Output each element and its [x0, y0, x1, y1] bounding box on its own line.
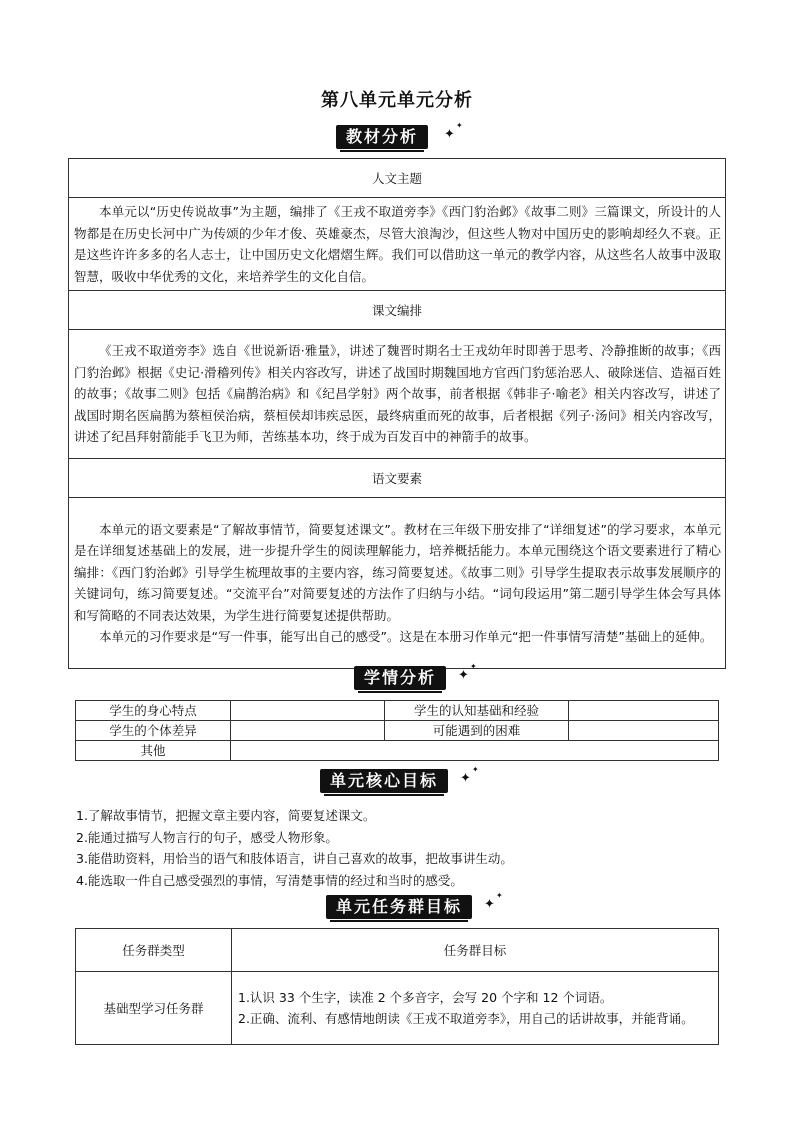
section-badge-textbook: [336, 121, 463, 149]
humanistic-theme-text: 本单元以“历史传说故事”为主题，编排了《王戎不取道旁李》《西门豹治邺》《故事二则》三篇课文，所设计的人物都是在历史长河中广为传颂的少年才俊、英雄豪杰，尽管大浪淘沙，但这些人物对中国历史的影响却经久不衰。正是这些许许多多的名人志士，让中国历史文化熠熠生辉。我们可以借助这一单元的教学内容，从这些名人故事中汲取智慧，吸收中华优秀的文化，来培养学生的文化自信。: [74, 204, 721, 284]
sparkle-small-icon: ✦: [496, 891, 503, 900]
header-text-arrangement: 课文编排: [69, 291, 726, 330]
section-badge-learning: [354, 662, 477, 690]
learning-analysis-table: [75, 700, 719, 761]
goal-item: 1.了解故事情节，把握文章主要内容，简要复述课文。: [76, 808, 376, 823]
cell-physical-mental: 学生的身心特点: [76, 701, 231, 721]
goal-item: 4.能选取一件自己感受强烈的事情，写清楚事情的经过和当时的感受。: [76, 872, 463, 888]
textbook-analysis-table: [68, 158, 726, 669]
header-task-type: 任务群类型: [76, 929, 232, 972]
cell-other: 其他: [76, 741, 231, 761]
sparkle-small-icon: ✦: [472, 765, 479, 774]
sparkle-small-icon: ✦: [456, 121, 463, 130]
sparkle-icon: ✦: [458, 668, 469, 683]
header-language-elements: 语文要素: [69, 459, 726, 498]
sparkle-small-icon: ✦: [470, 662, 477, 671]
header-humanistic-theme: 人文主题: [69, 159, 726, 198]
sparkle-icon: ✦: [460, 771, 471, 786]
text-arrangement-text: 《王戎不取道旁李》选自《世说新语·雅量》，讲述了魏晋时期名士王戎幼年时即善于思考、冷静推断的故事；《西门豹治邺》根据《史记·滑稽列传》相关内容改写，讲述了战国时期魏国地方官西门豹惩治恶人、破除迷信、造福百姓的故事；《故事二则》包括《扁鹊治病》和《纪昌学射》两个故事，前者根据《韩非子·喻老》相关内容改写，讲述了战国时期名医扁鹊为蔡桓侯治病，蔡桓侯却讳疾忌医，最终病重而死的故事，后者根据《列子·汤问》相关内容改写，讲述了纪昌拜射箭能手飞卫为师，苦练基本功，终于成为百发百中的神箭手的故事。: [74, 343, 721, 445]
sparkle-icon: ✦: [484, 897, 495, 912]
language-elements-text: 本单元的语文要素是“了解故事情节，简要复述课文”。教材在三年级下册安排了“详细复述”的学习要求，本单元是在详细复述基础上的发展，进一步提升学生的阅读理解能力，培养概括能力。本单元围绕这个语文要素进行了精心编排：《西门豹治邺》引导学生梳理故事的主要内容，练习简要复述。《故事二则》引导学生提取表示故事发展顺序的关键词句，练习简要复述。“交流平台”对简要复述的方法作了归纳与小结。“词句段运用”第二题引导学生体会写具体和写简略的不同表达效果，为学生进行简要复述提供帮助。: [74, 521, 721, 623]
cell-empty: [569, 701, 719, 721]
section-title-learning: 学情分析: [354, 666, 446, 690]
page-title: 第八单元单元分析: [321, 90, 473, 111]
section-badge-task-goals: [326, 891, 503, 919]
section-title-task-goals: 单元任务群目标: [326, 895, 472, 919]
sparkle-icon: ✦: [444, 127, 455, 142]
writing-requirement-text: 本单元的习作要求是“写一件事，能写出自己的感受”。这是在本册习作单元“把一件事情写清楚”基础上的延伸。: [99, 629, 713, 644]
cell-cognitive-basis: 学生的认知基础和经验: [385, 701, 569, 721]
goal-item: 3.能借助资料，用恰当的语气和肢体语言，讲自己喜欢的故事，把故事讲生动。: [76, 851, 513, 866]
goal-item: 2.能通过描写人物言行的句子，感受人物形象。: [76, 829, 338, 845]
cell-individual-diff: 学生的个体差异: [76, 721, 231, 741]
task-goal-item: 2.正确、流利、有感情地朗读《王戎不取道旁李》，用自己的话讲故事，并能背诵。: [238, 1011, 694, 1026]
cell-empty: [231, 701, 385, 721]
task-type-basic: 基础型学习任务群: [76, 972, 232, 1045]
section-title-core-goals: 单元核心目标: [320, 769, 448, 793]
cell-empty: [231, 721, 385, 741]
cell-difficulties: 可能遇到的困难: [385, 721, 569, 741]
cell-empty: [569, 721, 719, 741]
header-task-goal: 任务群目标: [232, 929, 719, 972]
section-title-textbook: 教材分析: [336, 125, 428, 149]
task-group-table: [75, 928, 719, 1045]
section-badge-core-goals: [320, 765, 479, 793]
cell-empty: [231, 741, 719, 761]
task-goal-item: 1.认识 33 个生字，读准 2 个多音字，会写 20 个字和 12 个词语。: [238, 990, 613, 1005]
core-goals-list: [76, 805, 726, 891]
